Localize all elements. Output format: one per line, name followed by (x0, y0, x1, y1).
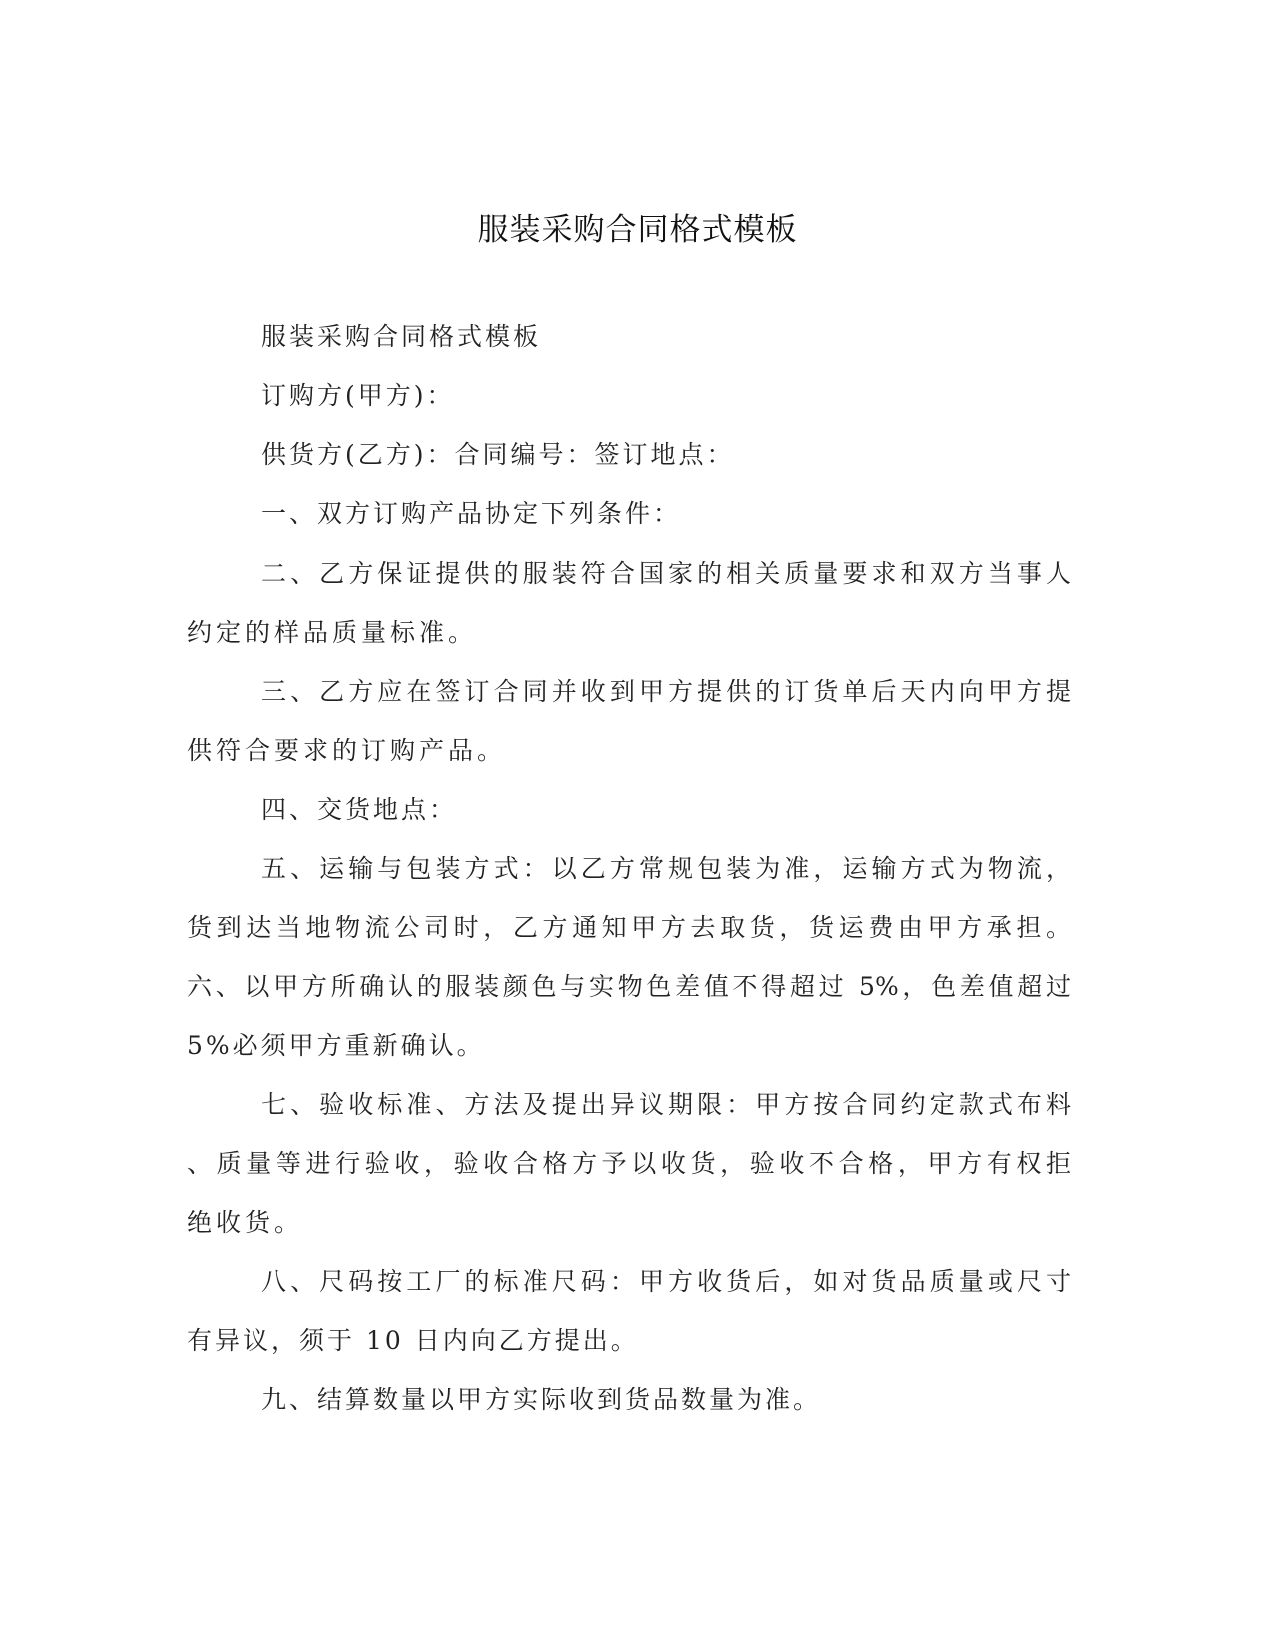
body-line: 5%必须甲方重新确认。 (187, 1031, 485, 1060)
body-line: 有异议，须于 10 日内向乙方提出。 (187, 1326, 639, 1355)
body-line: 三、乙方应在签订合同并收到甲方提供的订货单后天内向甲方提 (261, 677, 1071, 706)
body-line: 九、结算数量以甲方实际收到货品数量为准。 (261, 1385, 822, 1414)
body-line: 四、交货地点： (261, 795, 458, 824)
body-line: 一、双方订购产品协定下列条件： (261, 499, 682, 528)
body-line: 五、运输与包装方式：以乙方常规包装为准，运输方式为物流， (261, 854, 1071, 883)
body-line: 二、乙方保证提供的服装符合国家的相关质量要求和双方当事人 (261, 559, 1071, 588)
body-line: 六、以甲方所确认的服装颜色与实物色差值不得超过 5%，色差值超过 (187, 972, 1071, 1001)
body-line: 供货方(乙方)：合同编号：签订地点： (261, 440, 735, 469)
body-line: 七、验收标准、方法及提出异议期限：甲方按合同约定款式布料 (261, 1090, 1071, 1119)
document-title: 服装采购合同格式模板 (477, 212, 798, 248)
body-line: 、质量等进行验收，验收合格方予以收货，验收不合格，甲方有权拒 (187, 1149, 1071, 1178)
body-line: 订购方(甲方)： (261, 381, 455, 410)
body-line: 绝收货。 (187, 1208, 304, 1237)
body-line: 服装采购合同格式模板 (261, 322, 542, 351)
body-line: 货到达当地物流公司时，乙方通知甲方去取货，货运费由甲方承担。 (187, 913, 1071, 942)
body-line: 供符合要求的订购产品。 (187, 736, 507, 765)
body-line: 约定的样品质量标准。 (187, 618, 478, 647)
body-line: 八、尺码按工厂的标准尺码：甲方收货后，如对货品质量或尺寸 (261, 1267, 1071, 1296)
